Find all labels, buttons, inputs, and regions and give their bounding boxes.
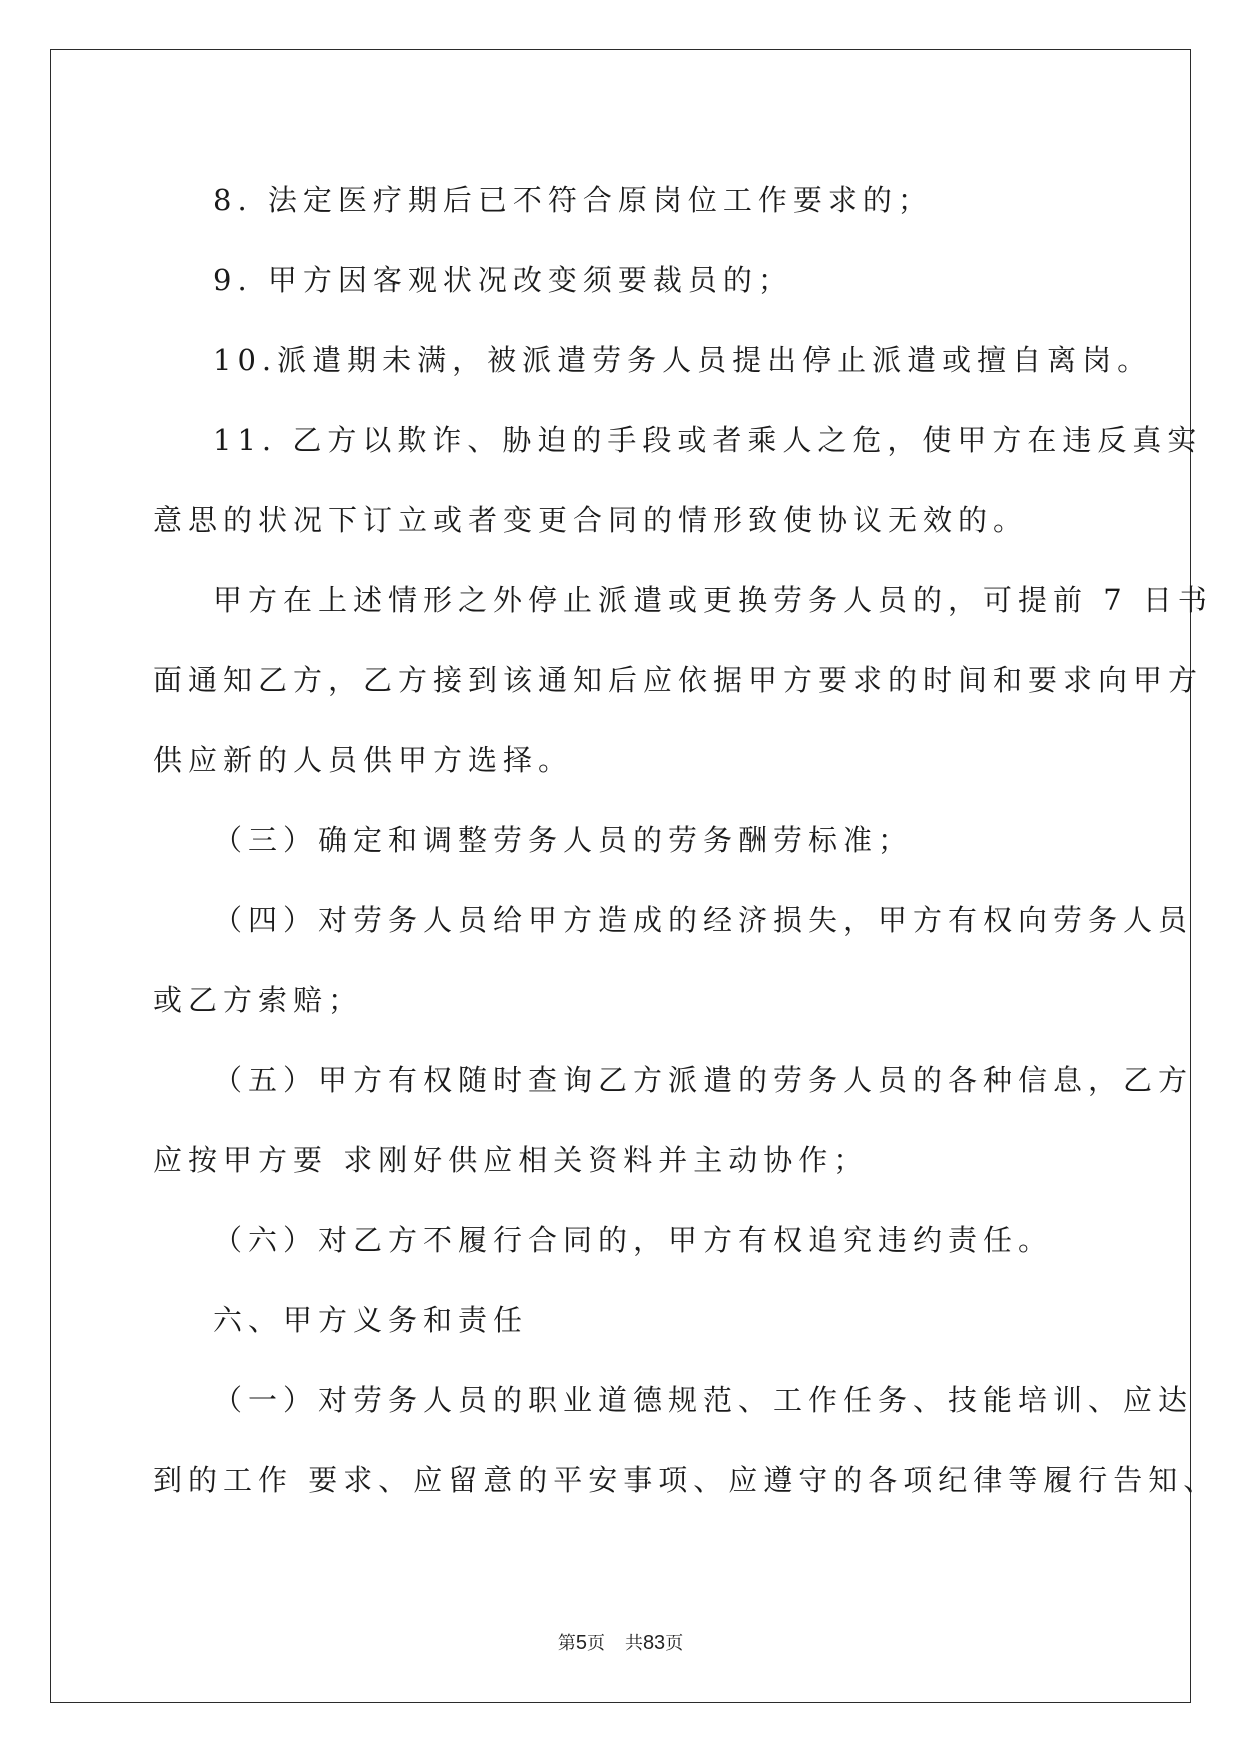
document-body	[153, 160, 1219, 1520]
paragraph-line: （一）对劳务人员的职业道德规范、工作任务、技能培训、应达	[213, 1383, 1194, 1417]
paragraph-line: 到的工作 要求、应留意的平安事项、应遵守的各项纪律等履行告知、	[153, 1463, 1219, 1497]
paragraph-line: 8. 法定医疗期后已不符合原岗位工作要求的；	[213, 183, 933, 217]
paragraph-line: 应按甲方要 求刚好供应相关资料并主动协作；	[153, 1143, 869, 1177]
section-heading: 六、甲方义务和责任	[213, 1303, 529, 1337]
paragraph-line: （六）对乙方不履行合同的，甲方有权追究违约责任。	[213, 1223, 1054, 1257]
paragraph-line: 意思的状况下订立或者变更合同的情形致使协议无效的。	[153, 503, 1029, 537]
page-number: 5	[575, 1632, 587, 1654]
paragraph-line: 面通知乙方，乙方接到该通知后应依据甲方要求的时间和要求向甲方	[153, 663, 1204, 697]
paragraph-line: 9. 甲方因客观状况改变须要裁员的；	[213, 263, 793, 297]
page-prefix: 第	[557, 1633, 576, 1654]
total-prefix: 共	[624, 1633, 643, 1654]
paragraph-line: 甲方在上述情形之外停止派遣或更换劳务人员的，可提前 7 日书	[213, 583, 1213, 617]
total-suffix: 页	[665, 1633, 684, 1654]
page-suffix: 页	[586, 1633, 605, 1654]
paragraph-line: （四）对劳务人员给甲方造成的经济损失，甲方有权向劳务人员	[213, 903, 1194, 937]
paragraph-line: （五）甲方有权随时查询乙方派遣的劳务人员的各种信息，乙方	[213, 1063, 1194, 1097]
paragraph-line: 10.派遣期未满，被派遣劳务人员提出停止派遣或擅自离岗。	[213, 343, 1153, 377]
page-footer	[0, 1629, 1241, 1655]
total-pages: 83	[642, 1632, 666, 1654]
paragraph-line: 或乙方索赔；	[153, 983, 364, 1017]
paragraph-line: 供应新的人员供甲方选择。	[153, 743, 574, 777]
paragraph-line: （三）确定和调整劳务人员的劳务酬劳标准；	[213, 823, 914, 857]
paragraph-line: 11. 乙方以欺诈、胁迫的手段或者乘人之危，使甲方在违反真实	[213, 423, 1203, 457]
